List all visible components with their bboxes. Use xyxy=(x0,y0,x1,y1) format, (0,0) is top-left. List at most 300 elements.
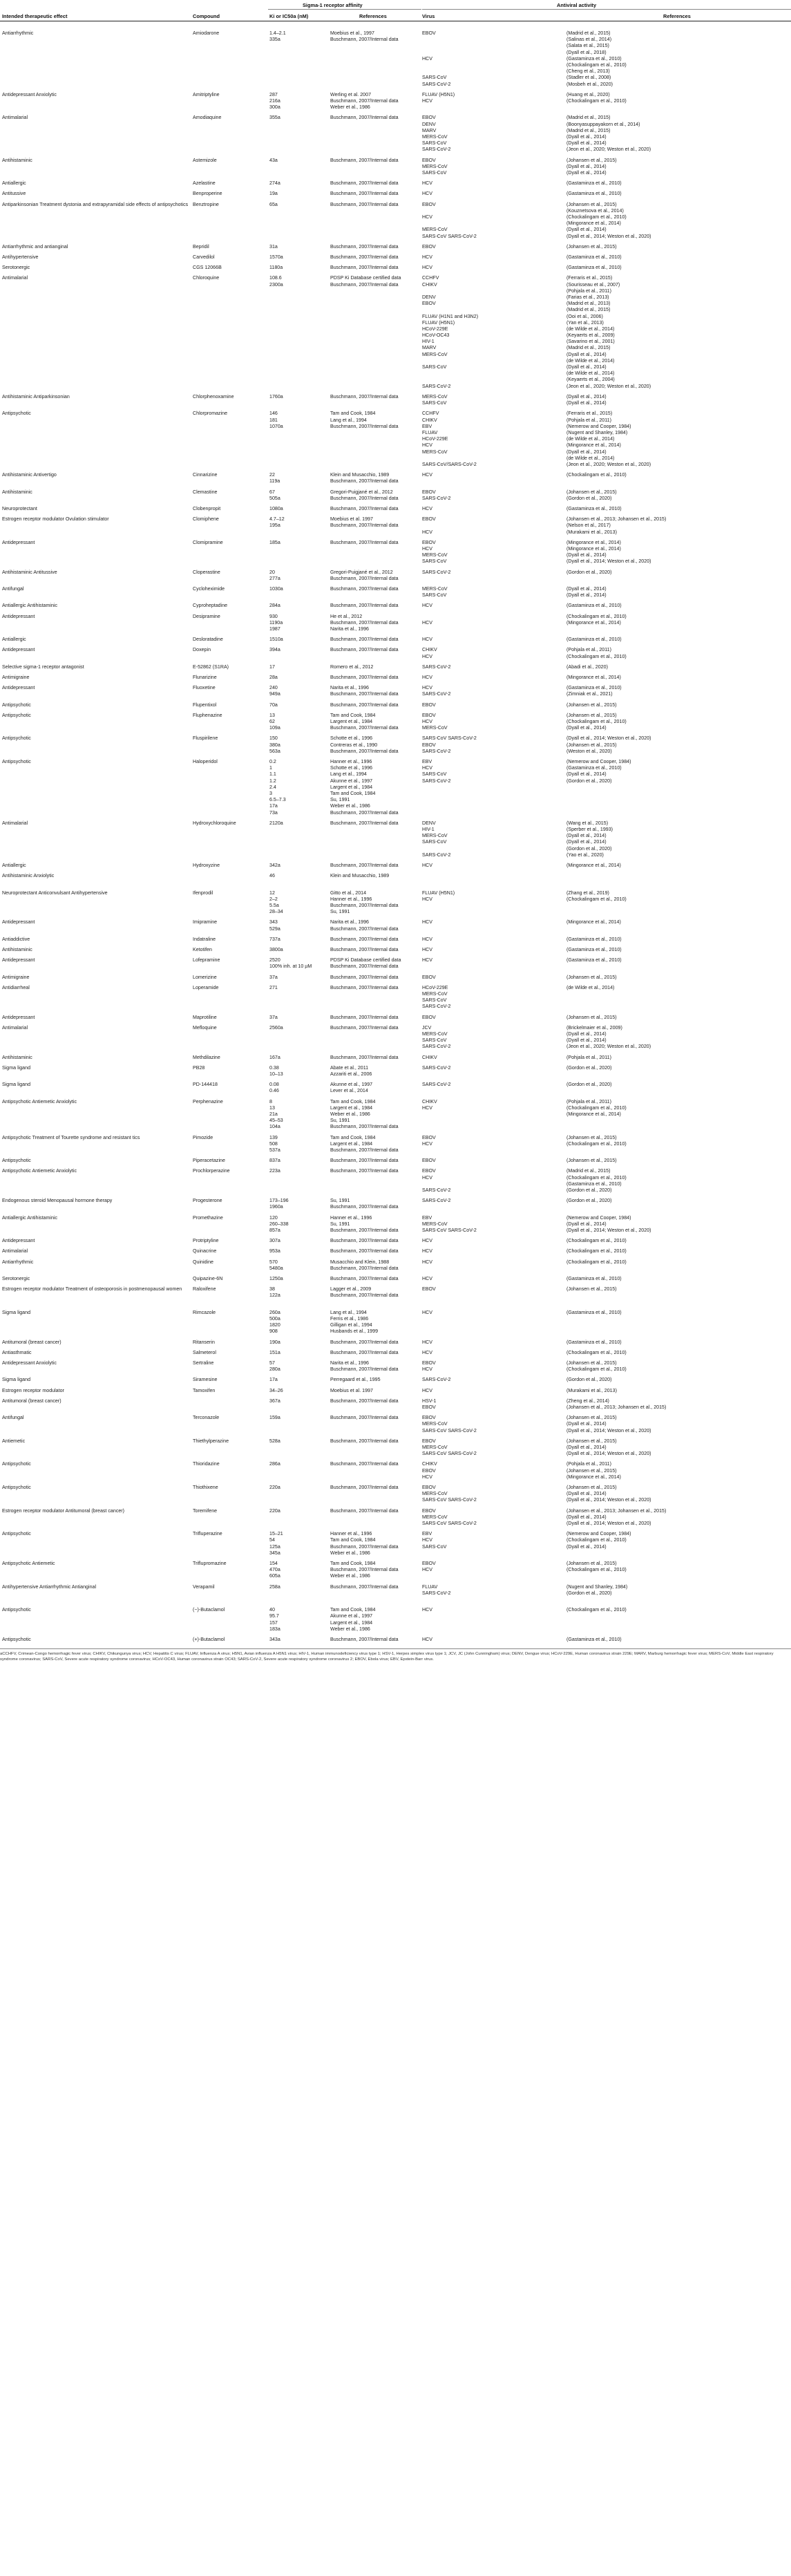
cell-virus-line: HCV xyxy=(422,506,432,511)
cell-sigma-references xyxy=(330,1259,399,1272)
cell-compound: Protriptyline xyxy=(193,1238,219,1244)
cell-compound: PB28 xyxy=(193,1064,205,1071)
cell-virus-references xyxy=(566,1461,621,1480)
cell-virus xyxy=(422,1461,437,1480)
cell-compound: Flunarizine xyxy=(193,675,217,680)
cell-virus-references-line: (Madrid et al., 2015) xyxy=(566,127,611,133)
cell-virus-line: SARS-CoV-2 xyxy=(422,852,451,858)
cell-virus-line: EBOV xyxy=(422,30,436,36)
cell-virus-references xyxy=(566,1286,617,1292)
cell-effect: Antiparkinsonian Treatment dystonia and extrapyramidal side effects of antipsychotics xyxy=(2,201,189,207)
cell-ki-line: 2.4 xyxy=(269,784,276,790)
cell-sigma-references xyxy=(330,158,399,164)
cell-compound: Mefloquine xyxy=(193,1024,217,1031)
cell-effect: Antipsychotic xyxy=(2,1158,31,1164)
cell-virus-line: SARS-CoV xyxy=(422,364,447,370)
cell-virus xyxy=(422,115,450,153)
cell-ki-line: 45–53 xyxy=(269,1118,283,1124)
cell-virus-references-line: (Gastaminza et al., 2010) xyxy=(566,957,622,963)
cell-sigma-references xyxy=(330,647,399,653)
cell-virus-references xyxy=(566,1508,666,1527)
cell-virus-references-line: (Dyall et al., 2014; Weston et al., 2020) xyxy=(566,1227,651,1233)
cell-effect: Antitussive xyxy=(2,191,26,197)
cell-ki xyxy=(269,1607,280,1633)
cell-sigma-references-line: Buschmann, 2007/Internal data xyxy=(330,478,399,485)
cell-sigma-references-line: Buschmann, 2007/Internal data xyxy=(330,180,399,187)
cell-effect: Selective sigma-1 receptor antagonist xyxy=(2,664,84,670)
header-ki: Ki or IC50a (nM) xyxy=(269,13,309,19)
cell-compound: Sertraline xyxy=(193,1360,214,1366)
cell-ki xyxy=(269,1238,280,1244)
cell-virus-line: HCV xyxy=(422,718,432,724)
cell-sigma-references-line: Tam and Cook, 1984 xyxy=(330,790,376,796)
cell-virus-line: MERS-CoV xyxy=(422,351,448,357)
cell-ki-line: 3800a xyxy=(269,947,283,952)
cell-effect: Antidepressant xyxy=(2,1014,35,1020)
cell-sigma-references-line: Contreras et al., 1990 xyxy=(330,742,378,748)
cell-virus-references xyxy=(566,115,651,153)
cell-virus-references-line: (Pohjala et al., 2011) xyxy=(566,1098,611,1104)
cell-virus-references xyxy=(566,30,627,88)
cell-virus-references-line: (Chockalingam et al., 2010) xyxy=(566,653,627,659)
cell-sigma-references-line: Buschmann, 2007/Internal data xyxy=(330,1168,399,1174)
cell-ki-line: 67 xyxy=(269,489,275,495)
cell-virus-references-line: (Johansen et al., 2015) xyxy=(566,712,617,718)
cell-virus-references-line: (Chockalingam et al., 2010) xyxy=(566,1537,627,1543)
cell-ki xyxy=(269,244,278,250)
cell-virus-line: DENV xyxy=(422,121,436,127)
cell-virus-references-line: (Johansen et al., 2015) xyxy=(566,1158,617,1164)
cell-virus-line: MERS-CoV xyxy=(422,1421,448,1427)
cell-virus-references-line: (Wang et al., 2015) xyxy=(566,820,609,826)
cell-virus xyxy=(422,890,455,903)
cell-compound: Toremifene xyxy=(193,1507,218,1514)
cell-virus-line: HCV xyxy=(422,1537,432,1543)
cell-ki xyxy=(269,489,280,502)
cell-effect: Serotonergic xyxy=(2,265,30,271)
cell-virus-line: HCV xyxy=(422,619,432,626)
cell-sigma-references-line: Buschmann, 2007/Internal data xyxy=(330,423,399,429)
cell-sigma-references xyxy=(330,1055,399,1061)
cell-sigma-references xyxy=(330,637,399,643)
cell-virus xyxy=(422,637,432,643)
cell-virus-references-line: (Johansen et al., 2013; Johansen et al., 2015) xyxy=(566,1404,667,1410)
cell-ki xyxy=(269,1377,278,1383)
cell-sigma-references-line: Akunne et al., 1997 xyxy=(330,778,373,784)
cell-compound: Clomiphene xyxy=(193,516,219,523)
cell-compound: Cycloheximide xyxy=(193,586,225,592)
cell-virus-references-line: (Gordon et al., 2020) xyxy=(566,1187,612,1193)
cell-sigma-references-line: Klein and Musacchio, 1989 xyxy=(330,472,390,478)
cell-virus-references xyxy=(566,1082,611,1088)
cell-ki-line: 139 xyxy=(269,1134,278,1140)
cell-virus-line: SARS-CoV xyxy=(422,400,447,406)
cell-ki xyxy=(269,957,312,970)
cell-sigma-references-line: Largent et al., 1984 xyxy=(330,1104,373,1111)
cell-ki-line: 220a xyxy=(269,1507,280,1514)
cell-effect: Antipsychotic xyxy=(2,411,31,417)
cell-ki-line: 307a xyxy=(269,1238,280,1244)
cell-virus-references-line xyxy=(566,997,614,1004)
cell-virus-references-line: (Gastaminza et al., 2010) xyxy=(566,765,622,771)
cell-virus-line: SARS-CoV-2 xyxy=(422,81,451,87)
cell-virus-references-line: (Nemerow and Cooper, 1984) xyxy=(566,1214,631,1221)
cell-virus-references-line: (Dyall et al., 2014) xyxy=(566,227,607,233)
cell-virus-references xyxy=(566,570,611,576)
cell-virus-line: EBOV xyxy=(422,1168,436,1174)
cell-ki-line: 6.5–7.3 xyxy=(269,797,286,803)
cell-virus-references-line: (Gastaminza et al., 2010) xyxy=(566,254,622,260)
cell-sigma-references-line: Buschmann, 2007/Internal data xyxy=(330,1054,399,1060)
cell-sigma-references-line: Buschmann, 2007/Internal data xyxy=(330,1398,399,1404)
cell-virus-line: HCV xyxy=(422,529,432,535)
cell-ki xyxy=(269,570,280,582)
cell-virus-line: EBV xyxy=(422,1214,432,1221)
cell-virus-line xyxy=(422,523,436,529)
cell-ki-line: 1.2 xyxy=(269,778,276,784)
cell-virus xyxy=(422,1082,450,1088)
cell-ki-line: 0.38 xyxy=(269,1064,279,1071)
cell-ki xyxy=(269,1025,283,1031)
cell-ki xyxy=(269,1158,280,1164)
cell-sigma-references-line: Buschmann, 2007/Internal data xyxy=(330,1349,399,1355)
cell-virus-line: MERS-CoV xyxy=(422,1514,448,1520)
cell-sigma-references-line: Romero et al., 2012 xyxy=(330,664,374,670)
cell-sigma-references-line: Moebius et al. 1997 xyxy=(330,516,373,523)
cell-effect: Antihistaminic Antivertigo xyxy=(2,472,57,478)
cell-virus xyxy=(422,647,437,659)
cell-virus-references-line: (Mingorance et al., 2014) xyxy=(566,539,621,545)
cell-virus xyxy=(422,1286,436,1292)
cell-compound: Cinnarizine xyxy=(193,472,218,478)
cell-sigma-references xyxy=(330,1377,381,1383)
cell-compound: Ritanserin xyxy=(193,1339,215,1345)
cell-virus-references-line: (Dyall et al., 2014) xyxy=(566,552,607,558)
cell-sigma-references-line: Buschmann, 2007/Internal data xyxy=(330,820,399,826)
cell-virus-references-line: (de Wilde et al., 2014) xyxy=(566,984,615,990)
cell-virus-line: EBOV xyxy=(422,1415,436,1421)
cell-virus xyxy=(422,586,448,599)
cell-virus-references-line: (Mingorance et al., 2014) xyxy=(566,1111,621,1117)
cell-virus-references-line: (Nemerow and Cooper, 1984) xyxy=(566,423,631,429)
cell-virus-references-line: (Chockalingam et al., 2010) xyxy=(566,1104,627,1111)
cell-sigma-references xyxy=(330,540,399,546)
cell-ki xyxy=(269,540,280,546)
cell-ki-line: 28–34 xyxy=(269,909,283,915)
cell-virus-line: CCHFV xyxy=(422,411,439,417)
cell-virus xyxy=(422,1310,432,1316)
cell-effect: Antihistaminic Antitussive xyxy=(2,569,57,575)
cell-virus-line: MERS-CoV xyxy=(422,227,448,233)
cell-sigma-references-line: Buschmann, 2007/Internal data xyxy=(330,495,399,501)
cell-virus xyxy=(422,863,432,869)
cell-ki-line: 100% inh. at 10 µM xyxy=(269,963,312,970)
cell-ki-line: 167a xyxy=(269,1054,280,1060)
cell-sigma-references-line: Tam and Cook, 1984 xyxy=(330,411,376,417)
cell-compound: Clobenpropit xyxy=(193,506,221,511)
cell-effect: Antipsychotic xyxy=(2,735,31,742)
cell-virus-references-line: (Chockalingam et al., 2010) xyxy=(566,613,627,619)
cell-virus xyxy=(422,394,448,406)
cell-ki xyxy=(269,1360,280,1373)
cell-effect: Antipsychotic xyxy=(2,1637,31,1642)
cell-sigma-references-line: Buschmann, 2007/Internal data xyxy=(330,984,399,990)
cell-virus-references-line xyxy=(566,1004,614,1010)
cell-sigma-references xyxy=(330,947,399,953)
cell-virus-line: EBOV xyxy=(422,539,436,545)
cell-virus-line: MERS-CoV xyxy=(422,449,448,455)
cell-virus-line xyxy=(422,614,432,620)
cell-ki xyxy=(269,947,283,953)
cell-virus-references-line: (Chockalingam et al., 2010) xyxy=(566,62,627,68)
cell-ki xyxy=(269,1561,280,1580)
cell-virus-line: SARS-CoV xyxy=(422,1543,447,1550)
cell-sigma-references-line: Su, 1991 xyxy=(330,1118,350,1124)
cell-virus-line: CHIKV xyxy=(422,417,437,423)
cell-virus-references xyxy=(566,1168,627,1194)
cell-sigma-references-line: He et al., 2012 xyxy=(330,613,363,619)
cell-virus-references-line: (Gastaminza et al., 2010) xyxy=(566,936,622,942)
cell-ki-line: 22 xyxy=(269,472,275,478)
cell-virus-line xyxy=(422,307,478,313)
cell-virus-references-line: (Huang et al., 2020) xyxy=(566,91,610,97)
cell-virus xyxy=(422,947,432,953)
cell-compound: (+)-Butaclamol xyxy=(193,1637,225,1642)
cell-effect: Antihypertensive Antiarrhythmic Antianginal xyxy=(2,1583,97,1590)
cell-virus-references-line: (Madrid et al., 2015) xyxy=(566,1168,611,1174)
cell-sigma-references-line: Buschmann, 2007/Internal data xyxy=(330,575,399,581)
cell-compound: (−)-Butaclamol xyxy=(193,1607,225,1613)
cell-virus-references-line: (Nemerow and Cooper, 1984) xyxy=(566,759,631,764)
cell-virus-references-line: (Gordon et al., 2020) xyxy=(566,1590,612,1596)
cell-ki xyxy=(269,254,283,261)
cell-sigma-references-line: Husbands et al., 1999 xyxy=(330,1328,379,1335)
cell-sigma-references xyxy=(330,1350,399,1356)
cell-ki-line: 10–13 xyxy=(269,1071,283,1077)
cell-virus-references-line: (Yan et al., 2013) xyxy=(566,319,604,326)
cell-ki xyxy=(269,586,283,592)
cell-virus-references-line: (Dyall et al., 2014) xyxy=(566,1543,607,1550)
cell-virus-references-line: (Chockalingam et al., 2010) xyxy=(566,97,627,104)
cell-ki xyxy=(269,975,278,981)
cell-virus-references-line: (Dyall et al., 2014) xyxy=(566,833,607,839)
cell-virus-line: FLUAV xyxy=(422,429,438,435)
header-virus-references: References xyxy=(663,13,691,19)
cell-virus-references-line: (Gordon et al., 2020) xyxy=(566,1064,612,1071)
cell-compound: Tamoxifen xyxy=(193,1387,216,1393)
cell-virus-references-line: (Dyall et al., 2014) xyxy=(566,449,607,455)
cell-compound: Methdilazine xyxy=(193,1054,220,1060)
cell-virus-references-line: (Johansen et al., 2015) xyxy=(566,1360,617,1366)
cell-ki-line: 21a xyxy=(269,1111,278,1117)
cell-ki-line: 563a xyxy=(269,748,280,754)
cell-virus-references-line: (Ferraris et al., 2015) xyxy=(566,275,613,281)
cell-virus-references-line: (Johansen et al., 2015) xyxy=(566,489,617,495)
cell-sigma-references xyxy=(330,1561,399,1580)
cell-virus xyxy=(422,1215,477,1234)
cell-ki-line: 529a xyxy=(269,925,280,932)
cell-sigma-references-line: Buschmann, 2007/Internal data xyxy=(330,863,399,868)
cell-sigma-references-line: Buschmann, 2007/Internal data xyxy=(330,265,399,271)
cell-virus-line xyxy=(422,37,450,43)
cell-virus-references xyxy=(566,957,622,963)
cell-virus xyxy=(422,1377,450,1383)
cell-virus xyxy=(422,614,432,633)
cell-virus-references-line: (Pohjala et al., 2011) xyxy=(566,417,611,423)
cell-virus-line: MARV xyxy=(422,127,437,133)
cell-virus xyxy=(422,1135,436,1147)
cell-ki xyxy=(269,516,285,529)
cell-virus-references-line: (Nugent and Shanley, 1984) xyxy=(566,429,628,435)
cell-virus-references-line: (Chockalingam et al., 2010) xyxy=(566,214,627,220)
cell-virus-line: EBOV xyxy=(422,1404,436,1410)
cell-virus-references-line: (Zheng et al., 2014) xyxy=(566,1398,609,1404)
cell-effect: Antidepressant Anxiolytic xyxy=(2,91,57,97)
cell-ki-line: 355a xyxy=(269,115,280,121)
cell-virus-line: SARS-CoV xyxy=(422,169,447,176)
cell-ki xyxy=(269,1310,280,1335)
cell-virus-references-line: (Johansen et al., 2015) xyxy=(566,974,617,980)
cell-virus-references-line: (Dyall et al., 2014) xyxy=(566,1491,607,1497)
cell-sigma-references-line: Su, 1991 xyxy=(330,909,350,915)
cell-virus-references xyxy=(566,180,622,187)
cell-ki xyxy=(269,1168,280,1174)
cell-virus-references xyxy=(566,1607,627,1613)
cell-virus-references-line: (Johansen et al., 2013; Johansen et al., 2015) xyxy=(566,1507,667,1514)
cell-virus-references-line: (Madrid et al., 2015) xyxy=(566,307,611,313)
cell-virus-references xyxy=(566,863,621,869)
cell-virus xyxy=(422,254,432,261)
cell-ki-line: 1180a xyxy=(269,265,283,271)
cell-ki-line: 54 xyxy=(269,1537,275,1543)
cell-virus-references xyxy=(566,975,617,981)
cell-sigma-references xyxy=(330,1135,399,1154)
cell-ki xyxy=(269,202,278,208)
cell-sigma-references-line: Buschmann, 2007/Internal data xyxy=(330,1339,399,1345)
cell-sigma-references xyxy=(330,1584,399,1590)
cell-virus-line: HCV xyxy=(422,896,432,902)
cell-sigma-references-line: Gilligan et al., 1994 xyxy=(330,1322,372,1328)
cell-virus-references-line: (Jeon et al., 2020; Weston et al., 2020) xyxy=(566,461,651,467)
cell-virus-line: EBOV xyxy=(422,157,436,163)
cell-ki xyxy=(269,1350,280,1356)
cell-ki-line: 13 xyxy=(269,1104,275,1111)
cell-sigma-references-line: Buschmann, 2007/Internal data xyxy=(330,691,399,697)
cell-sigma-references-line: Perregaard et al., 1995 xyxy=(330,1377,381,1383)
cell-sigma-references xyxy=(330,664,373,670)
cell-sigma-references xyxy=(330,685,399,697)
cell-virus-line: EBOV xyxy=(422,1561,436,1566)
cell-ki xyxy=(269,1248,280,1254)
cell-virus-references xyxy=(566,1198,611,1204)
cell-virus-references-line: (Gastaminza et al., 2010) xyxy=(566,180,622,187)
cell-virus-line: EBOV xyxy=(422,516,436,523)
cell-virus xyxy=(422,202,477,240)
cell-virus-line: EBOV xyxy=(422,115,436,121)
cell-virus-references xyxy=(566,472,627,478)
cell-sigma-references-line: Weber et al., 1986 xyxy=(330,1626,370,1632)
cell-virus xyxy=(422,92,455,104)
cell-compound: Amodiaquine xyxy=(193,115,222,121)
cell-ki-line: 70a xyxy=(269,702,278,708)
cell-ki xyxy=(269,1065,283,1078)
cell-virus-line: HCV xyxy=(422,55,432,62)
cell-ki-line: 154 xyxy=(269,1561,278,1566)
cell-virus-line: HIV-1 xyxy=(422,826,435,832)
cell-virus-line: SARS-CoV xyxy=(422,1037,447,1044)
cell-virus-line: SARS-CoV-2 xyxy=(422,1198,451,1204)
cell-sigma-references xyxy=(330,1082,372,1094)
cell-compound: Perphenazine xyxy=(193,1098,223,1104)
cell-virus-line: HCV xyxy=(422,919,432,925)
cell-sigma-references-line: Largent et al., 1984 xyxy=(330,1140,373,1147)
cell-ki-line: 1.1 xyxy=(269,771,276,778)
cell-virus-line: SARS-CoV SARS-CoV-2 xyxy=(422,233,477,239)
cell-sigma-references-line: Buschmann, 2007/Internal data xyxy=(330,506,399,511)
cell-sigma-references xyxy=(330,489,399,502)
cell-virus-line: HCV xyxy=(422,685,432,691)
cell-effect: Antihypertensive xyxy=(2,254,39,260)
cell-ki-line: 343 xyxy=(269,919,278,925)
cell-virus-references-line: (Dyall et al., 2014) xyxy=(566,1514,607,1520)
cell-virus xyxy=(422,30,450,88)
cell-virus-line: HCV xyxy=(422,1567,432,1573)
cell-compound: Indatraline xyxy=(193,936,216,942)
cell-ki-line: 195a xyxy=(269,523,280,529)
cell-compound: Promethazine xyxy=(193,1214,223,1221)
cell-effect: Antimigraine xyxy=(2,675,30,680)
cell-virus-references-line: (Johansen et al., 2015) xyxy=(566,201,617,207)
cell-virus-line xyxy=(422,50,450,56)
cell-effect: Antipsychotic Antiemetic Anxiolytic xyxy=(2,1098,77,1104)
cell-virus-line: HCV xyxy=(422,603,432,609)
cell-virus xyxy=(422,713,448,732)
cell-virus xyxy=(422,191,432,197)
cell-virus-line: EBOV xyxy=(422,1134,436,1140)
cell-ki-line: 157 xyxy=(269,1619,278,1626)
cell-virus-references xyxy=(566,1158,617,1164)
cell-ki xyxy=(269,702,278,708)
cell-virus-line: HCV xyxy=(422,1140,432,1147)
cell-virus-references-line: (Mingorance et al., 2014) xyxy=(566,442,621,449)
cell-virus xyxy=(422,1339,432,1346)
cell-ki-line: 0.08 xyxy=(269,1082,279,1088)
cell-virus xyxy=(422,1607,432,1613)
cell-ki-line: 223a xyxy=(269,1168,280,1174)
cell-virus-references-line: (Chockalingam et al., 2010) xyxy=(566,1140,627,1147)
cell-ki xyxy=(269,191,278,197)
cell-virus-line: SARS-CoV/SARS-CoV-2 xyxy=(422,461,477,467)
cell-ki-line: 5.5a xyxy=(269,902,279,908)
cell-compound: Fluoxetine xyxy=(193,685,216,691)
cell-virus-line: EBOV xyxy=(422,974,436,980)
cell-sigma-references-line: Su, 1991 xyxy=(330,1221,350,1227)
cell-virus-references-line: (Gordon et al., 2020) xyxy=(566,778,612,784)
cell-sigma-references xyxy=(330,675,399,681)
cell-virus-references xyxy=(566,1438,651,1458)
cell-virus-references xyxy=(566,637,622,643)
cell-ki-line: 190a xyxy=(269,1339,280,1345)
cell-virus-references-line: (Dyall et al., 2014) xyxy=(566,133,607,140)
cell-sigma-references-line: Weber et al., 1986 xyxy=(330,803,370,809)
cell-compound: Benproperine xyxy=(193,191,222,197)
cell-virus-line xyxy=(422,68,450,75)
cell-virus-references xyxy=(566,394,607,406)
cell-ki-line: 216a xyxy=(269,97,280,104)
cell-effect: Antipsychotic xyxy=(2,1461,31,1467)
cell-virus-references xyxy=(566,702,617,708)
cell-virus-references xyxy=(566,1377,611,1383)
